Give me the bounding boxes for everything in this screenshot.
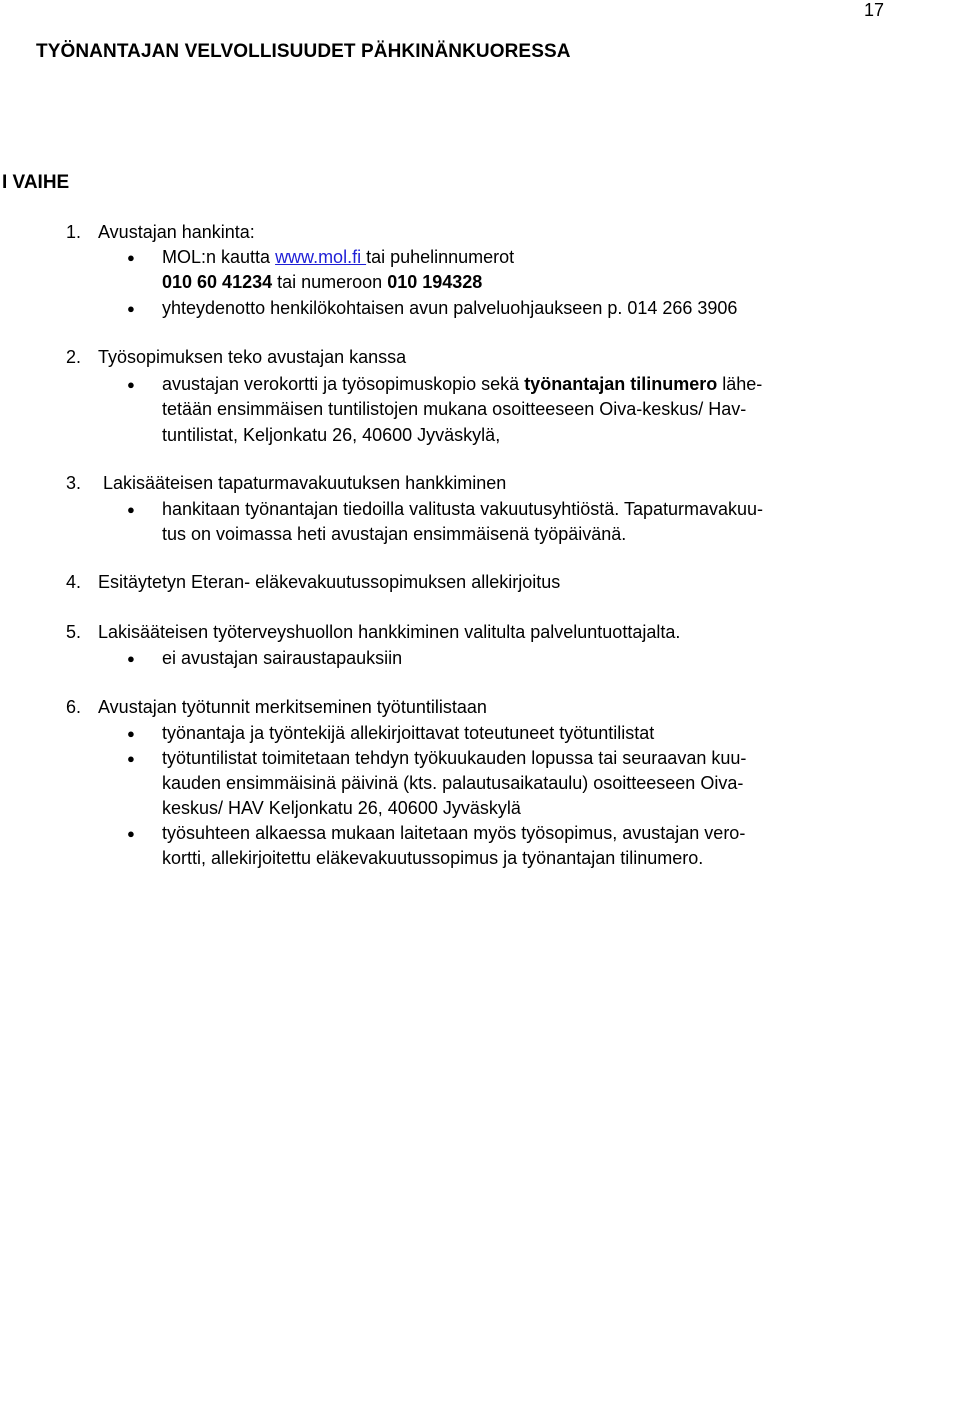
bullet-text: työtuntilistat toimitetaan tehdyn työkuukauden lopussa tai seuraavan kuu- xyxy=(162,748,747,768)
item-heading: Työsopimuksen teko avustajan kanssa xyxy=(98,347,407,367)
text: tai puhelinnumerot xyxy=(366,247,515,267)
item-number: 2. xyxy=(66,347,82,367)
bold-text: työnantajan tilinumero xyxy=(524,374,718,394)
item-number: 6. xyxy=(66,697,82,717)
phase-heading: I VAIHE xyxy=(2,172,70,193)
bullet-text: työnantaja ja työntekijä allekirjoittavat toteutuneet työtuntilistat xyxy=(162,723,655,743)
item-number: 1. xyxy=(66,222,82,242)
bullet-text: kortti, allekirjoitettu eläkevakuutussopimus ja työnantajan tilinumero. xyxy=(162,848,704,868)
bullet-text: hankitaan työnantajan tiedoilla valitusta vakuutusyhtiöstä. Tapaturmavakuu- xyxy=(162,499,764,519)
text: MOL:n kautta xyxy=(162,247,276,267)
bullet-icon: ● xyxy=(127,377,135,392)
phone-number: 010 194328 xyxy=(387,272,483,292)
item-number: 3. xyxy=(66,473,82,493)
bullet-icon: ● xyxy=(127,301,135,316)
item-heading: Esitäytetyn Eteran- eläkevakuutussopimuksen allekirjoitus xyxy=(98,572,561,592)
item-number: 5. xyxy=(66,622,82,642)
page-number: 17 xyxy=(863,0,884,20)
bullet-icon: ● xyxy=(127,726,135,741)
bullet-icon: ● xyxy=(127,250,135,265)
bullet-text: kauden ensimmäisinä päivinä (kts. palautusaikataulu) osoitteeseen Oiva- xyxy=(162,773,744,793)
document-title: TYÖNANTAJAN VELVOLLISUUDET PÄHKINÄNKUORESSA xyxy=(36,41,571,62)
phone-number: 010 60 41234 xyxy=(162,272,273,292)
bullet-text: tuntilistat, Keljonkatu 26, 40600 Jyväskylä, xyxy=(162,425,501,445)
bullet-icon: ● xyxy=(127,751,135,766)
text: tai numeroon xyxy=(272,272,388,292)
bullet-icon: ● xyxy=(127,502,135,517)
text: avustajan verokortti ja työsopimuskopio sekä xyxy=(162,374,525,394)
bullet-icon: ● xyxy=(127,651,135,666)
bullet-text: tus on voimassa heti avustajan ensimmäisenä työpäivänä. xyxy=(162,524,627,544)
bullet-text: ei avustajan sairaustapauksiin xyxy=(162,648,403,668)
text: lähe- xyxy=(717,374,763,394)
mol-link[interactable]: www.mol.fi xyxy=(275,247,367,267)
bullet-text: keskus/ HAV Keljonkatu 26, 40600 Jyväskylä xyxy=(162,798,521,818)
item-number: 4. xyxy=(66,572,82,592)
bullet-text: tetään ensimmäisen tuntilistojen mukana osoitteeseen Oiva-keskus/ Hav- xyxy=(162,399,747,419)
bullet-text: työsuhteen alkaessa mukaan laitetaan myös työsopimus, avustajan vero- xyxy=(162,823,746,843)
item-heading: Lakisääteisen tapaturmavakuutuksen hankkiminen xyxy=(103,473,507,493)
item-heading: Avustajan työtunnit merkitseminen työtuntilistaan xyxy=(98,697,487,717)
bullet-icon: ● xyxy=(127,826,135,841)
item-heading: Avustajan hankinta: xyxy=(98,222,255,242)
item-heading: Lakisääteisen työterveyshuollon hankkiminen valitulta palveluntuottajalta. xyxy=(98,622,681,642)
bullet-text: yhteydenotto henkilökohtaisen avun palveluohjaukseen p. 014 266 3906 xyxy=(162,298,738,318)
